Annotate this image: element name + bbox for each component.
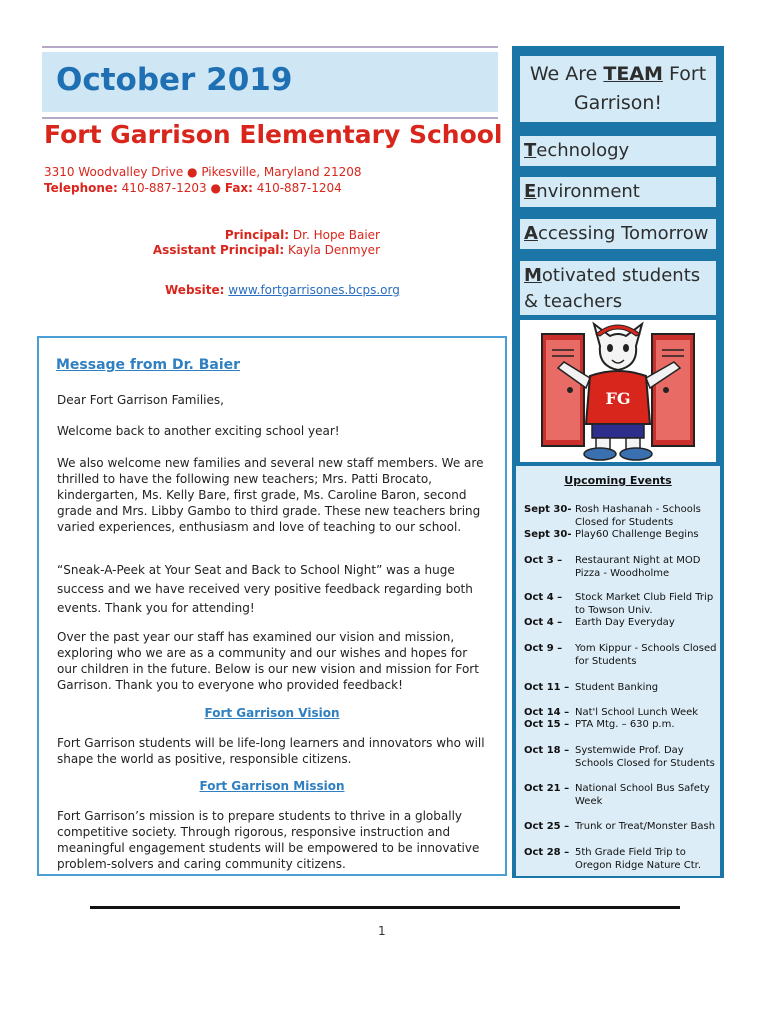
mission-title: Fort Garrison Mission (199, 779, 345, 793)
event-date: Oct 21 – (524, 783, 570, 794)
top-rule (42, 46, 498, 48)
principal-label: Principal: (224, 228, 290, 242)
event-date: Oct 4 – (524, 592, 563, 603)
message-paragraph: We also welcome new families and several new staff members. We are thrilled to have the following new teachers; Mrs. Patti Brocato, kindergarten, Ms. Kelly Bare, first grade, Ms. Caroline Baron, second grade and Mrs. Libby Gambo to third grade. These new teachers bring varied experiences, enthusiasm and love of teaching to our school. (57, 456, 484, 534)
message-paragraph: Over the past year our staff has examined our vision and mission, exploring who we are as a community and our wishes and hopes for our children in the future. Below is our new vision and mission for Fort Garrison. Thank you to everyone who provided feedback! (57, 630, 479, 692)
team-banner (520, 56, 716, 122)
vision-title: Fort Garrison Vision (204, 706, 340, 720)
event-description: PTA Mtg. – 630 p.m. (575, 719, 675, 730)
acronym-rest: nvironment (536, 181, 640, 202)
page-number: 1 (378, 924, 386, 938)
telephone-value: 410-887-1203 (121, 181, 207, 195)
event-description: Play60 Challenge Begins (575, 529, 699, 540)
assistant-principal-label: Assistant Principal: (152, 243, 285, 257)
telephone-label: Telephone: (44, 181, 118, 195)
upcoming-events-title: Upcoming Events (564, 474, 672, 487)
mascot-badge-text: FG (605, 389, 631, 408)
mascot-image (520, 320, 716, 462)
event-date: Oct 4 – (524, 617, 563, 628)
event-description: Student Banking (575, 682, 659, 693)
event-date: Oct 3 – (524, 555, 563, 566)
assistant-principal-name: Kayla Denmyer (288, 243, 380, 257)
team-word: TEAM (603, 63, 663, 85)
school-name: Fort Garrison Elementary School (44, 120, 503, 149)
acronym-rest: echnology (536, 140, 630, 161)
acronym-letter: T (524, 140, 537, 161)
event-date: Oct 25 – (524, 821, 570, 832)
website-link[interactable]: www.fortgarrisones.bcps.org (228, 283, 400, 297)
acronym-technology (520, 136, 716, 166)
acronym-letter: A (524, 223, 538, 244)
event-description: 5th Grade Field Trip to Oregon Ridge Nature Ctr. (575, 847, 702, 871)
event-description: Restaurant Night at MOD Pizza - Woodholme (575, 555, 701, 579)
newsletter-title: October 2019 (56, 62, 293, 98)
website-label: Website: (165, 283, 225, 297)
bullet: ● (210, 181, 221, 195)
acronym-letter: M (524, 265, 542, 286)
salutation: Dear Fort Garrison Families, (57, 393, 224, 407)
website-line (165, 283, 400, 297)
acronym-motivated (520, 261, 716, 315)
fax-value: 410-887-1204 (256, 181, 342, 195)
acronym-environment (520, 177, 716, 207)
acronym-rest: ccessing Tomorrow (537, 223, 709, 244)
assistant-principal-line (42, 243, 380, 257)
principal-name: Dr. Hope Baier (292, 228, 380, 242)
event-description: Rosh Hashanah - Schools Closed for Students (575, 504, 701, 528)
fax-label: Fax: (224, 181, 253, 195)
event-date: Oct 9 – (524, 643, 563, 654)
acronym-accessing (520, 219, 716, 249)
message-paragraph: Welcome back to another exciting school year! (57, 424, 340, 438)
event-date: Sept 30- (524, 529, 572, 540)
event-date: Oct 28 – (524, 847, 570, 858)
event-description: Nat'l School Lunch Week (575, 707, 699, 718)
event-description: National School Bus Safety Week (575, 783, 710, 807)
fox-mascot-icon (520, 320, 716, 462)
team-pre: We Are (529, 63, 598, 85)
acronym-letter: E (524, 181, 537, 202)
event-date: Oct 15 – (524, 719, 570, 730)
school-address: 3310 Woodvalley Drive ● Pikesville, Maryland 21208 (44, 165, 362, 179)
event-description: Earth Day Everyday (575, 617, 675, 628)
contact-line (44, 181, 342, 195)
event-description: Stock Market Club Field Trip to Towson Univ. (575, 592, 714, 616)
event-description: Yom Kippur - Schools Closed for Students (575, 643, 717, 667)
principal-line (42, 228, 380, 242)
event-date: Sept 30- (524, 504, 572, 515)
event-date: Oct 18 – (524, 745, 570, 756)
acronym-rest: otivated students & teachers (524, 265, 701, 312)
message-title: Message from Dr. Baier (56, 357, 241, 373)
event-date: Oct 11 – (524, 682, 570, 693)
message-paragraph: “Sneak-A-Peek at Your Seat and Back to School Night” was a huge success and we have received very positive feedback regarding both events. Thank you for attending! (57, 563, 473, 615)
event-date: Oct 14 – (524, 707, 570, 718)
team-post: Fort Garrison! (573, 63, 707, 114)
event-description: Trunk or Treat/Monster Bash (575, 821, 716, 832)
title-rule (42, 117, 498, 119)
event-description: Systemwide Prof. Day Schools Closed for Students (575, 745, 715, 769)
vision-text: Fort Garrison students will be life-long learners and innovators who will shape the world as positive, responsible citizens. (57, 736, 485, 766)
footer-rule (90, 906, 680, 909)
mission-text: Fort Garrison’s mission is to prepare students to thrive in a globally competitive society. Through rigorous, responsive instruction and meaningful engagement students will be empowered to be innovative problem-solvers and caring community citizens. (57, 809, 480, 871)
